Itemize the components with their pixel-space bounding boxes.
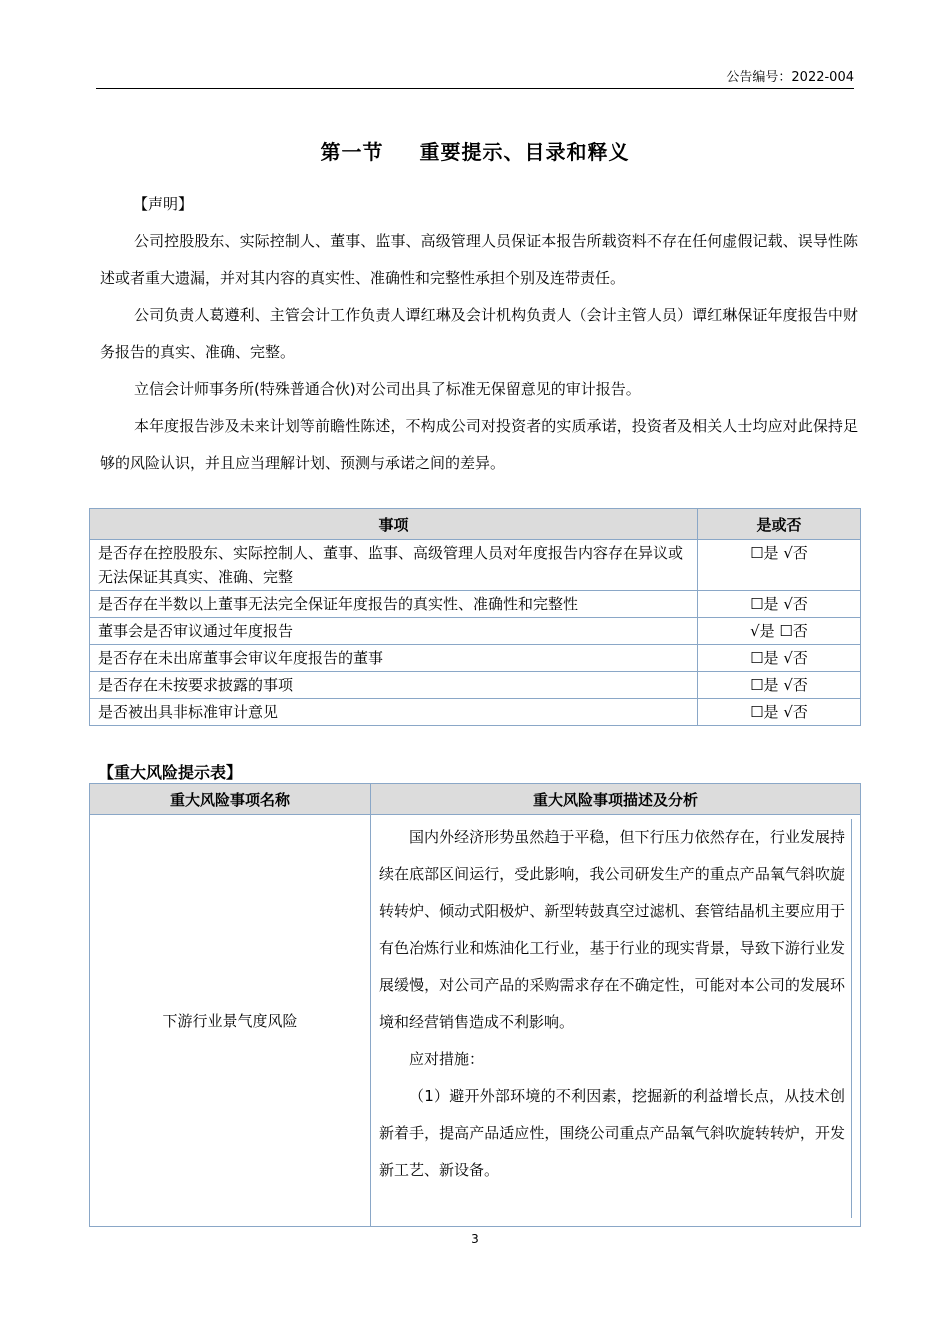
matter-answer: ☐是 √否	[698, 540, 861, 591]
section-heading: 重要提示、目录和释义	[419, 140, 630, 164]
section-title	[0, 136, 950, 165]
table-row	[90, 540, 861, 591]
matter-answer: √是 ☐否	[698, 618, 861, 645]
risk-description-cell	[371, 815, 861, 1227]
matter-answer: ☐是 √否	[698, 645, 861, 672]
matter-answer: ☐是 √否	[698, 672, 861, 699]
table-row	[90, 815, 861, 1227]
matter-item: 是否存在未按要求披露的事项	[90, 672, 698, 699]
page-number: 3	[471, 1232, 479, 1246]
risk-header-description: 重大风险事项描述及分析	[371, 784, 861, 815]
matters-header-item: 事项	[90, 509, 698, 540]
statement-heading: 【声明】	[133, 195, 194, 213]
header-divider	[96, 88, 854, 89]
statement-paragraph-1: 公司控股股东、实际控制人、董事、监事、高级管理人员保证本报告所载资料不存在任何虚假记载、误导性陈述或者重大遗漏，并对其内容的真实性、准确性和完整性承担个别及连带责任。	[100, 232, 858, 287]
matters-header-row	[90, 509, 861, 540]
matters-table	[89, 508, 861, 726]
table-row	[90, 699, 861, 726]
risk-name: 下游行业景气度风险	[90, 815, 371, 1227]
announcement-number: 公告编号：2022-004	[726, 70, 854, 85]
risk-table	[89, 783, 861, 1227]
matter-item: 是否存在半数以上董事无法完全保证年度报告的真实性、准确性和完整性	[90, 591, 698, 618]
risk-countermeasures-heading: 应对措施：	[409, 1050, 485, 1068]
risk-description-paragraph: 国内外经济形势虽然趋于平稳，但下行压力依然存在，行业发展持续在底部区间运行，受此影响，我公司研发生产的重点产品氧气斜吹旋转转炉、倾动式阳极炉、新型转鼓真空过滤机、套管结晶机主要应用于有色冶炼行业和炼油化工行业，基于行业的现实背景，导致下游行业发展缓慢，对公司产品的采购需求存在不确定性，可能对本公司的发展环境和经营销售造成不利影响。	[379, 828, 845, 1031]
matter-answer: ☐是 √否	[698, 699, 861, 726]
matter-item: 是否存在控股股东、实际控制人、董事、监事、高级管理人员对年度报告内容存在异议或无法保证其真实、准确、完整	[90, 540, 698, 591]
table-row	[90, 645, 861, 672]
statement-paragraph-4: 本年度报告涉及未来计划等前瞻性陈述，不构成公司对投资者的实质承诺，投资者及相关人士均应对此保持足够的风险认识，并且应当理解计划、预测与承诺之间的差异。	[100, 417, 858, 472]
table-row	[90, 591, 861, 618]
matter-answer: ☐是 √否	[698, 591, 861, 618]
matter-item: 是否存在未出席董事会审议年度报告的董事	[90, 645, 698, 672]
section-number: 第一节	[320, 140, 384, 164]
matter-item: 是否被出具非标准审计意见	[90, 699, 698, 726]
statement-paragraph-3: 立信会计师事务所(特殊普通合伙)对公司出具了标准无保留意见的审计报告。	[134, 380, 641, 398]
risk-header-row	[90, 784, 861, 815]
table-row	[90, 618, 861, 645]
risk-countermeasure-1: （1）避开外部环境的不利因素，挖掘新的利益增长点，从技术创新着手，提高产品适应性，围绕公司重点产品氧气斜吹旋转转炉，开发新工艺、新设备。	[379, 1087, 845, 1179]
risk-header-name: 重大风险事项名称	[90, 784, 371, 815]
table-row	[90, 672, 861, 699]
risk-description-box	[379, 819, 852, 1218]
statement-paragraph-2: 公司负责人葛遵利、主管会计工作负责人谭红琳及会计机构负责人（会计主管人员）谭红琳保证年度报告中财务报告的真实、准确、完整。	[100, 306, 858, 361]
matters-header-answer: 是或否	[698, 509, 861, 540]
risk-table-title: 【重大风险提示表】	[98, 763, 243, 782]
matter-item: 董事会是否审议通过年度报告	[90, 618, 698, 645]
